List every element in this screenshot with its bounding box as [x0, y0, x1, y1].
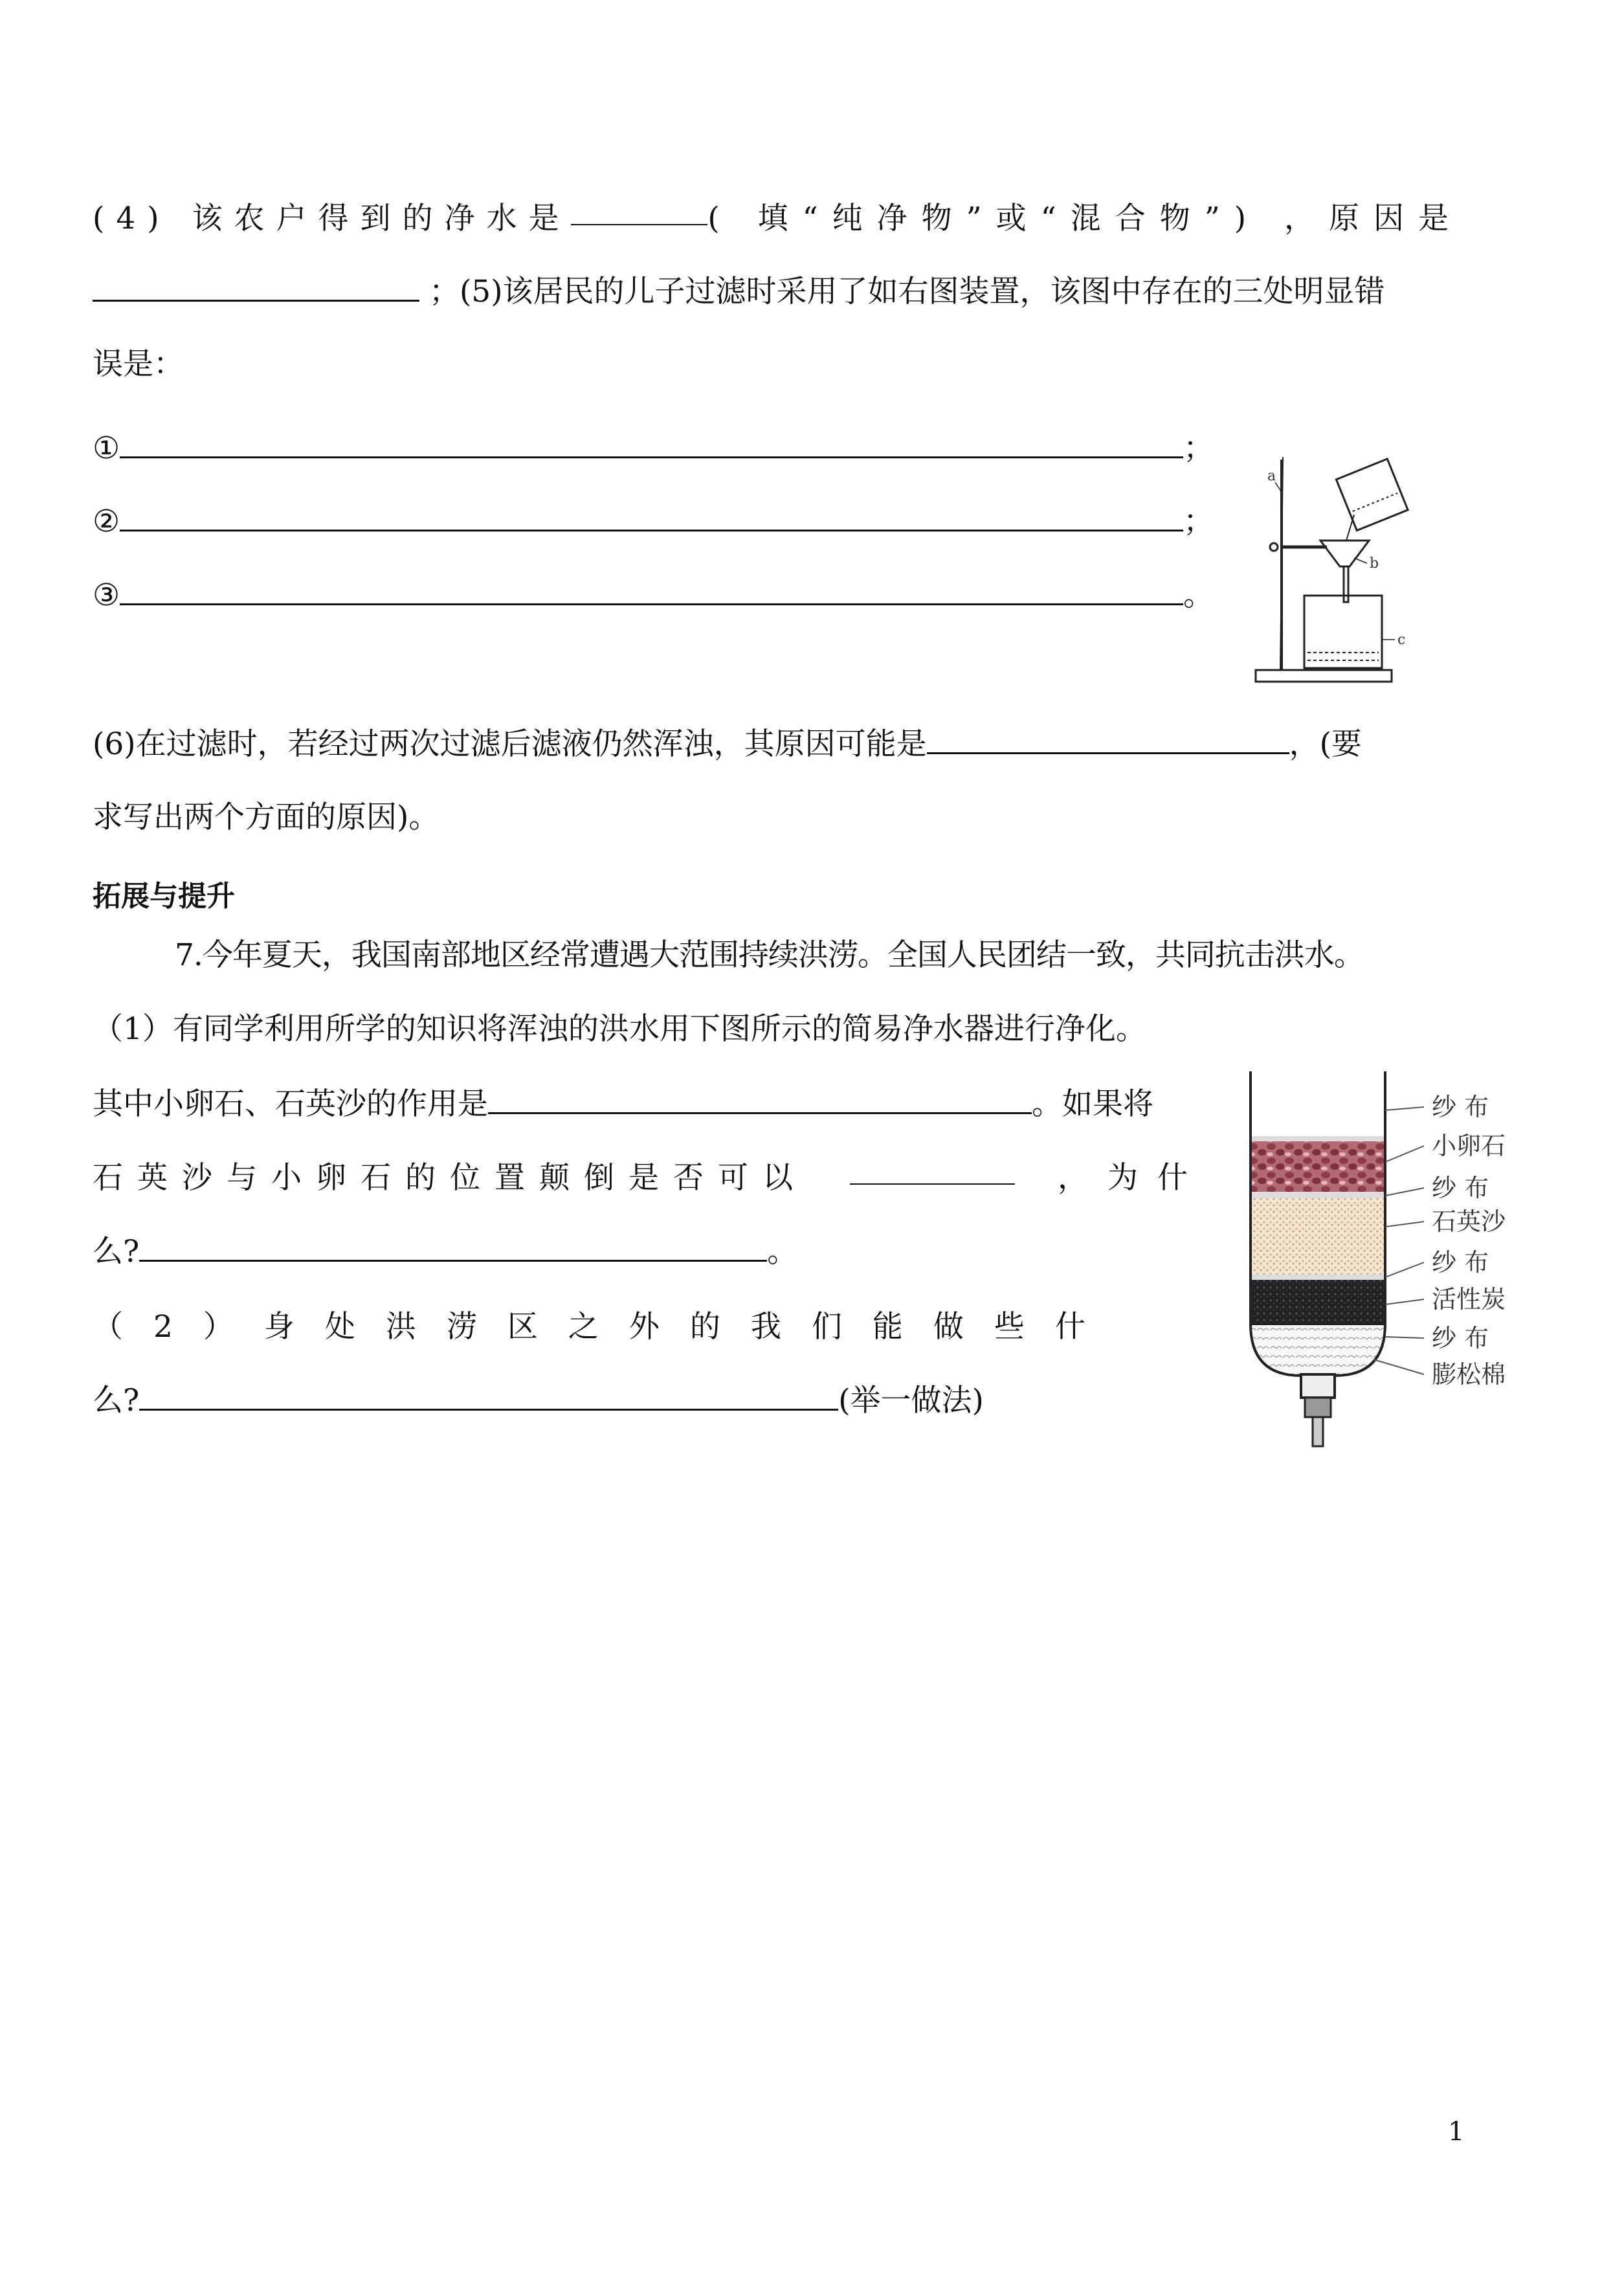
- water-purifier-figure: [1230, 1071, 1566, 1453]
- q4-line: [93, 194, 1463, 238]
- q7-p2-suffix: 。如果将: [1032, 1086, 1153, 1122]
- q6-suffix: ，(要: [1289, 726, 1362, 762]
- q7-p3-suffix: ，为什: [1058, 1160, 1207, 1196]
- q5-item-3: [93, 571, 1214, 614]
- q7-p4: [93, 1227, 797, 1271]
- q6-cont: 求写出两个方面的原因)。: [93, 800, 439, 835]
- q4-choice: ( 填“纯净物”或“混合物”) ，原因是: [707, 201, 1463, 236]
- q7-p4-suffix: 。: [767, 1234, 798, 1270]
- item-blank-2[interactable]: [120, 500, 1183, 531]
- label-cotton: 膨松棉: [1432, 1360, 1506, 1389]
- q7-action-blank[interactable]: [139, 1379, 838, 1411]
- q7-p1: （1）有同学利用所学的知识将浑浊的洪水用下图所示的简易净水器进行净化。: [93, 1011, 1146, 1047]
- item-end-2: ；: [1183, 504, 1214, 539]
- label-gauze-1: 纱 布: [1432, 1093, 1489, 1121]
- item-mark-2: ②: [93, 504, 120, 539]
- q7-intro: 7.今年夏天，我国南部地区经常遭遇大范围持续洪涝。全国人民团结一致，共同抗击洪水。: [175, 937, 1364, 973]
- label-gauze-3: 纱 布: [1432, 1248, 1489, 1277]
- label-c: c: [1397, 632, 1406, 648]
- filtration-apparatus-figure: [1217, 447, 1450, 693]
- q4-reason-blank[interactable]: [93, 270, 419, 302]
- q7-p2: [93, 1080, 1153, 1123]
- q7-p2-prefix: 其中小卵石、石英沙的作用是: [93, 1086, 488, 1122]
- q5-item-2: [93, 497, 1214, 541]
- q7-p6: [93, 1376, 984, 1420]
- label-gauze-2: 纱 布: [1432, 1174, 1489, 1202]
- q6-line: [93, 720, 1362, 763]
- label-pebbles: 小卵石: [1432, 1132, 1506, 1160]
- q7-p4-prefix: 么?: [93, 1234, 140, 1270]
- item-blank-3[interactable]: [120, 574, 1183, 605]
- q7-why-blank[interactable]: [139, 1230, 767, 1262]
- item-mark-1: ①: [93, 431, 120, 466]
- q7-p6-prefix: 么?: [93, 1383, 140, 1418]
- label-a: a: [1267, 468, 1276, 484]
- q6-blank[interactable]: [927, 722, 1289, 754]
- item-mark-3: ③: [93, 577, 120, 613]
- q5-line: [93, 267, 1385, 311]
- q4-blank[interactable]: [571, 194, 708, 225]
- q7-p6-suffix: (举一做法): [838, 1383, 984, 1418]
- q4-prefix: (4) 该农户得到的净水是: [93, 201, 571, 236]
- label-quartz-sand: 石英沙: [1432, 1207, 1506, 1236]
- item-blank-1[interactable]: [120, 427, 1183, 458]
- section-title: 拓展与提升: [93, 880, 235, 913]
- q6-prefix: (6)在过滤时，若经过两次过滤后滤液仍然浑浊，其原因可能是: [93, 726, 927, 762]
- item-end-1: ；: [1183, 431, 1214, 466]
- q7-swap-blank[interactable]: [850, 1154, 1015, 1185]
- label-b: b: [1370, 555, 1379, 572]
- q7-p3: [93, 1154, 1207, 1197]
- label-activated-carbon: 活性炭: [1432, 1285, 1506, 1314]
- q7-p3-prefix: 石英沙与小卵石的位置颠倒是否可以: [93, 1160, 807, 1196]
- q5-text: ；(5)该居民的儿子过滤时采用了如右图装置，该图中存在的三处明显错: [428, 274, 1385, 309]
- item-end-3: 。: [1183, 577, 1214, 613]
- q5-item-1: [93, 424, 1214, 467]
- q7-p5: （2）身处洪涝区之外的我们能做些什: [93, 1309, 1116, 1345]
- q5-cont: 误是：: [93, 346, 184, 382]
- page-number: 1: [1448, 2117, 1465, 2147]
- q7-role-blank[interactable]: [488, 1082, 1032, 1114]
- label-gauze-4: 纱 布: [1432, 1324, 1489, 1352]
